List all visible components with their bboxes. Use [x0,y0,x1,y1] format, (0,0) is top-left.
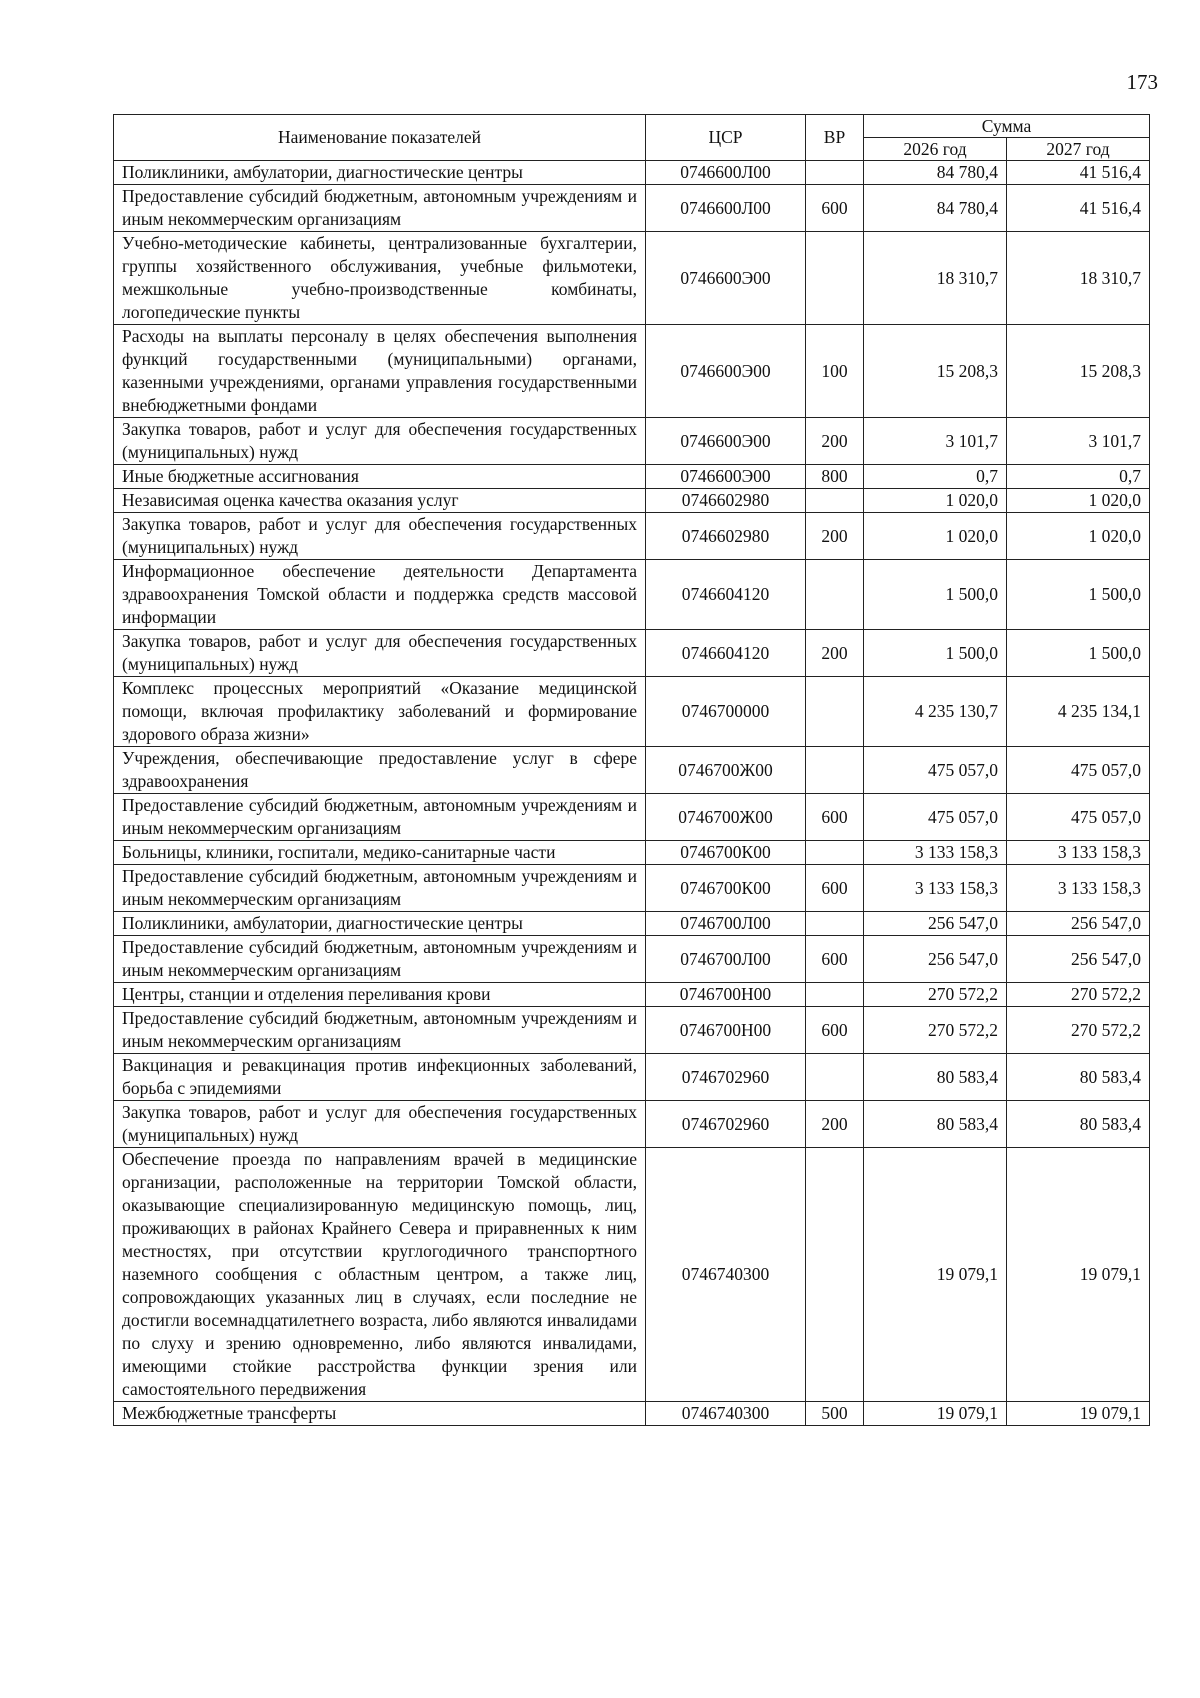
row-amount-2026: 1 020,0 [864,489,1007,513]
row-amount-2026: 256 547,0 [864,912,1007,936]
row-csr: 0746600Л00 [646,185,806,232]
row-csr: 0746600Э00 [646,325,806,418]
row-amount-2027: 3 101,7 [1007,418,1150,465]
row-amount-2027: 3 133 158,3 [1007,865,1150,912]
row-name: Обеспечение проезда по направлениям врачей в медицинские организации, расположенные на территории Томской области, оказывающие специализированную медицинскую помощь, лиц, проживающих в районах Крайнего Севера и приравненных к ним местностях, при отсутствии круглогодичного транспортного наземного сообщения с областным центром, а также лиц, сопровождающих указанных лиц в случаях, если последние не достигли восемнадцатилетнего возраста, либо являются инвалидами по слуху и зрению одновременно, либо являются инвалидами, имеющими стойкие расстройства функции зрения или самостоятельного передвижения [114,1148,646,1402]
table-row [114,418,1150,465]
row-vr [806,560,864,630]
row-name: Предоставление субсидий бюджетным, автономным учреждениям и иным некоммерческим организациям [114,936,646,983]
row-name: Закупка товаров, работ и услуг для обеспечения государственных (муниципальных) нужд [114,418,646,465]
row-amount-2026: 18 310,7 [864,232,1007,325]
row-amount-2027: 1 020,0 [1007,489,1150,513]
row-name: Поликлиники, амбулатории, диагностические центры [114,161,646,185]
row-csr: 0746602980 [646,513,806,560]
row-amount-2026: 80 583,4 [864,1054,1007,1101]
row-name: Предоставление субсидий бюджетным, автономным учреждениям и иным некоммерческим организациям [114,1007,646,1054]
row-name: Поликлиники, амбулатории, диагностические центры [114,912,646,936]
row-amount-2026: 1 500,0 [864,560,1007,630]
row-csr: 0746602980 [646,489,806,513]
row-vr [806,161,864,185]
row-name: Учебно-методические кабинеты, централизованные бухгалтерии, группы хозяйственного обслуживания, учебные фильмотеки, межшкольные учебно-производственные комбинаты, логопедические пункты [114,232,646,325]
row-amount-2027: 19 079,1 [1007,1148,1150,1402]
table-row [114,185,1150,232]
row-vr: 600 [806,865,864,912]
row-amount-2026: 270 572,2 [864,983,1007,1007]
row-amount-2026: 84 780,4 [864,185,1007,232]
row-amount-2026: 84 780,4 [864,161,1007,185]
table-row [114,794,1150,841]
table-row [114,747,1150,794]
table-row [114,677,1150,747]
table-row [114,513,1150,560]
row-name: Центры, станции и отделения переливания крови [114,983,646,1007]
row-name: Иные бюджетные ассигнования [114,465,646,489]
row-csr: 0746600Э00 [646,232,806,325]
row-csr: 0746702960 [646,1101,806,1148]
row-amount-2027: 80 583,4 [1007,1101,1150,1148]
row-vr: 500 [806,1402,864,1426]
table-row [114,1402,1150,1426]
row-vr: 200 [806,1101,864,1148]
table-row [114,1101,1150,1148]
row-vr: 100 [806,325,864,418]
row-csr: 0746600Э00 [646,418,806,465]
row-amount-2027: 19 079,1 [1007,1402,1150,1426]
row-name: Предоставление субсидий бюджетным, автономным учреждениям и иным некоммерческим организациям [114,865,646,912]
row-csr: 0746702960 [646,1054,806,1101]
header-year-2027: 2027 год [1007,138,1150,161]
row-vr: 200 [806,418,864,465]
table-row [114,1148,1150,1402]
row-amount-2027: 1 020,0 [1007,513,1150,560]
row-vr: 600 [806,794,864,841]
row-name: Вакцинация и ревакцинация против инфекционных заболеваний, борьба с эпидемиями [114,1054,646,1101]
row-amount-2026: 3 133 158,3 [864,841,1007,865]
header-year-2026: 2026 год [864,138,1007,161]
table-row [114,865,1150,912]
budget-table [113,114,1150,1426]
row-vr [806,677,864,747]
row-amount-2026: 3 101,7 [864,418,1007,465]
table-row [114,560,1150,630]
row-name: Комплекс процессных мероприятий «Оказание медицинской помощи, включая профилактику заболеваний и формирование здорового образа жизни» [114,677,646,747]
row-vr [806,489,864,513]
row-name: Независимая оценка качества оказания услуг [114,489,646,513]
row-name: Закупка товаров, работ и услуг для обеспечения государственных (муниципальных) нужд [114,630,646,677]
row-name: Расходы на выплаты персоналу в целях обеспечения выполнения функций государственными (муниципальными) органами, казенными учреждениями, органами управления государственными внебюджетными фондами [114,325,646,418]
table-row [114,161,1150,185]
table-row [114,325,1150,418]
row-amount-2027: 475 057,0 [1007,794,1150,841]
row-vr [806,1148,864,1402]
table-row [114,489,1150,513]
row-csr: 0746604120 [646,630,806,677]
row-name: Предоставление субсидий бюджетным, автономным учреждениям и иным некоммерческим организациям [114,794,646,841]
row-amount-2027: 256 547,0 [1007,936,1150,983]
row-amount-2026: 256 547,0 [864,936,1007,983]
table-row [114,630,1150,677]
row-csr: 0746604120 [646,560,806,630]
row-vr [806,983,864,1007]
header-sum: Сумма [864,115,1150,138]
row-vr [806,912,864,936]
table-row [114,983,1150,1007]
row-amount-2027: 3 133 158,3 [1007,841,1150,865]
row-csr: 0746600Л00 [646,161,806,185]
row-amount-2027: 270 572,2 [1007,1007,1150,1054]
header-name: Наименование показателей [114,115,646,161]
row-amount-2026: 19 079,1 [864,1402,1007,1426]
row-name: Информационное обеспечение деятельности Департамента здравоохранения Томской области и поддержка средств массовой информации [114,560,646,630]
row-name: Учреждения, обеспечивающие предоставление услуг в сфере здравоохранения [114,747,646,794]
row-amount-2027: 41 516,4 [1007,161,1150,185]
row-csr: 0746700Ж00 [646,794,806,841]
row-amount-2027: 18 310,7 [1007,232,1150,325]
table-row [114,841,1150,865]
row-amount-2026: 1 020,0 [864,513,1007,560]
row-amount-2026: 475 057,0 [864,794,1007,841]
table-row [114,1007,1150,1054]
row-amount-2027: 80 583,4 [1007,1054,1150,1101]
row-csr: 0746700К00 [646,865,806,912]
row-amount-2026: 80 583,4 [864,1101,1007,1148]
row-amount-2026: 0,7 [864,465,1007,489]
row-csr: 0746700Ж00 [646,747,806,794]
row-amount-2026: 270 572,2 [864,1007,1007,1054]
table-row [114,465,1150,489]
row-name: Предоставление субсидий бюджетным, автономным учреждениям и иным некоммерческим организациям [114,185,646,232]
row-vr: 200 [806,513,864,560]
row-name: Межбюджетные трансферты [114,1402,646,1426]
row-amount-2027: 475 057,0 [1007,747,1150,794]
row-vr: 600 [806,185,864,232]
table-row [114,232,1150,325]
row-vr [806,841,864,865]
row-csr: 0746700Л00 [646,936,806,983]
row-csr: 0746700К00 [646,841,806,865]
row-amount-2026: 15 208,3 [864,325,1007,418]
header-csr: ЦСР [646,115,806,161]
row-amount-2026: 1 500,0 [864,630,1007,677]
row-amount-2027: 1 500,0 [1007,560,1150,630]
table-row [114,1054,1150,1101]
row-vr: 600 [806,1007,864,1054]
row-amount-2027: 0,7 [1007,465,1150,489]
row-vr [806,232,864,325]
table-row [114,936,1150,983]
row-vr: 800 [806,465,864,489]
row-amount-2027: 270 572,2 [1007,983,1150,1007]
row-name: Закупка товаров, работ и услуг для обеспечения государственных (муниципальных) нужд [114,1101,646,1148]
row-vr [806,1054,864,1101]
header-vr: ВР [806,115,864,161]
row-name: Закупка товаров, работ и услуг для обеспечения государственных (муниципальных) нужд [114,513,646,560]
row-amount-2026: 475 057,0 [864,747,1007,794]
row-csr: 0746740300 [646,1148,806,1402]
row-vr: 600 [806,936,864,983]
row-amount-2027: 256 547,0 [1007,912,1150,936]
table-body [114,161,1150,1426]
row-csr: 0746700000 [646,677,806,747]
row-csr: 0746700Н00 [646,983,806,1007]
row-amount-2027: 15 208,3 [1007,325,1150,418]
row-csr: 0746700Л00 [646,912,806,936]
page-number: 173 [1126,70,1158,94]
row-amount-2026: 4 235 130,7 [864,677,1007,747]
row-amount-2027: 1 500,0 [1007,630,1150,677]
row-csr: 0746600Э00 [646,465,806,489]
row-csr: 0746740300 [646,1402,806,1426]
row-amount-2026: 3 133 158,3 [864,865,1007,912]
row-name: Больницы, клиники, госпитали, медико-санитарные части [114,841,646,865]
row-amount-2027: 4 235 134,1 [1007,677,1150,747]
row-csr: 0746700Н00 [646,1007,806,1054]
table-row [114,912,1150,936]
table-header [114,115,1150,161]
row-vr [806,747,864,794]
row-amount-2026: 19 079,1 [864,1148,1007,1402]
row-vr: 200 [806,630,864,677]
row-amount-2027: 41 516,4 [1007,185,1150,232]
